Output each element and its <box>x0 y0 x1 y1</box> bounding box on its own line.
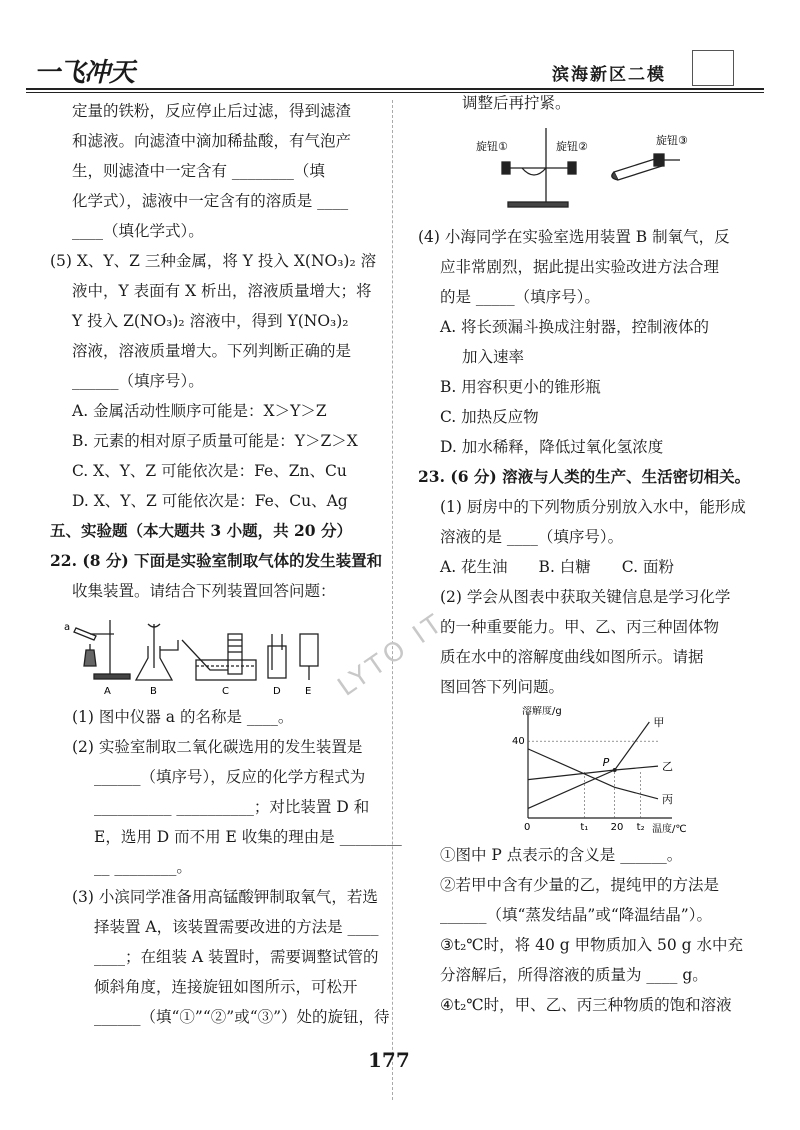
q22-part4: (4) 小海同学在实验室选用装置 B 制氧气，反 <box>418 228 730 246</box>
text-line: (1) 厨房中的下列物质分别放入水中，能形成 <box>440 498 746 516</box>
option-b: B. 元素的相对原子质量可能是：Y＞Z＞X <box>72 432 358 450</box>
watermark: LYTO IT <box>332 607 451 703</box>
text-line: 应非常剧烈，据此提出实验改进方法合理 <box>440 258 720 276</box>
text-line: 液中，Y 表面有 X 析出，溶液质量增大；将 <box>72 282 372 300</box>
text-line: 的是 _____（填序号）。 <box>440 288 600 306</box>
text-line: 和滤液。向滤渣中滴加稀盐酸，有气泡产 <box>72 132 352 150</box>
section-heading: 五、实验题（本大题共 3 小题，共 20 分） <box>50 521 352 540</box>
q23-part3: ③t₂℃时，将 40 g 甲物质加入 50 g 水中充 <box>440 936 744 954</box>
x-tick-label: t₁ <box>580 822 589 833</box>
knob-diagram <box>418 122 758 218</box>
option-b: B. 用容积更小的锥形瓶 <box>440 378 601 396</box>
label-a: A <box>104 686 111 697</box>
column-divider <box>392 100 393 1100</box>
text-line: 调整后再拧紧。 <box>462 94 571 112</box>
q22-line: 22. (8 分) 下面是实验室制取气体的发生装置和 <box>50 551 383 570</box>
solubility-chart-svg <box>418 706 758 836</box>
q23-part4: ④t₂℃时，甲、乙、丙三种物质的饱和溶液 <box>440 996 732 1014</box>
label-e: E <box>305 686 312 697</box>
text-line: ______（填“蒸发结晶”或“降温结晶”）。 <box>440 906 712 924</box>
point-p <box>613 768 617 772</box>
x-tick-label: t₂ <box>636 822 645 833</box>
option-c: C. X、Y、Z 可能依次是：Fe、Zn、Cu <box>72 462 347 480</box>
solubility-chart <box>418 706 763 836</box>
y-tick-label: 40 <box>512 736 525 748</box>
right-column <box>418 88 763 1020</box>
label-c: C <box>222 686 229 697</box>
option-d: D. X、Y、Z 可能依次是：Fe、Cu、Ag <box>72 492 348 510</box>
label-b: B <box>150 686 157 697</box>
x-tick-label: 20 <box>610 822 624 833</box>
x-tick-label: 0 <box>524 822 531 833</box>
text-line: ______（填序号），反应的化学方程式为 <box>94 768 366 786</box>
exam-title: 滨海新区二模 <box>552 65 666 85</box>
text-line: (2) 学会从图表中获取关键信息是学习化学 <box>440 588 731 606</box>
text-line: ______（填“①”“②”或“③”）处的旋钮，待 <box>94 1008 390 1026</box>
knob-2-label: 旋钮② <box>556 140 588 153</box>
text-line: 的一种重要能力。甲、乙、丙三种固体物 <box>440 618 720 636</box>
apparatus-c <box>182 634 256 680</box>
text-line: ____（填化学式）。 <box>72 222 204 240</box>
page-number: 177 <box>368 1048 410 1072</box>
label-d: D <box>273 686 281 697</box>
text-line: __ ________。 <box>94 858 192 876</box>
text-line: 分溶解后，所得溶液的质量为 ____ g。 <box>440 966 708 984</box>
text-line: 倾斜角度，连接旋钮如图所示，可松开 <box>94 978 358 996</box>
text-line: 溶液，溶液质量增大。下列判断正确的是 <box>72 342 352 360</box>
text-line: 加入速率 <box>462 348 525 366</box>
series-line-0 <box>528 722 649 808</box>
q22-part1: (1) 图中仪器 a 的名称是 ____。 <box>72 708 294 726</box>
x-axis-label: 温度/℃ <box>652 824 687 835</box>
point-p-label: P <box>602 756 610 769</box>
apparatus-diagram <box>50 610 350 698</box>
iron-stand <box>502 128 680 207</box>
series-label-0: 甲 <box>653 716 665 729</box>
q22-part3: (3) 小滨同学准备用高锰酸钾制取氧气，若选 <box>72 888 378 906</box>
q23-line: 23. (6 分) 溶液与人类的生产、生活密切相关。 <box>418 467 751 486</box>
text-line: A. 花生油 B. 白糖 C. 面粉 <box>440 558 674 576</box>
stamp-icon <box>692 50 734 86</box>
apparatus-b <box>136 624 178 680</box>
text-line: Y 投入 Z(NO₃)₂ 溶液中，得到 Y(NO₃)₂ <box>72 312 349 330</box>
option-d: D. 加水稀释，降低过氧化氢浓度 <box>440 438 664 456</box>
brand-logo: 一飞冲天 <box>34 58 135 88</box>
question-23 <box>418 462 763 492</box>
knob-3-label: 旋钮③ <box>656 134 688 147</box>
text-line: 择装置 A，该装置需要改进的方法是 ____ <box>94 918 379 936</box>
knob-figure <box>418 122 763 218</box>
question-5: (5) X、Y、Z 三种金属，将 Y 投入 X(NO₃)₂ 溶 <box>50 252 377 270</box>
option-c: C. 加热反应物 <box>440 408 539 426</box>
text-line: 图回答下列问题。 <box>440 678 565 696</box>
text-line: ____；在组装 A 装置时，需要调整试管的 <box>94 948 379 966</box>
text-line: 收集装置。请结合下列装置回答问题： <box>72 582 336 600</box>
question-22 <box>50 546 386 576</box>
option-a: A. 将长颈漏斗换成注射器，控制液体的 <box>440 318 710 336</box>
text-line: ______（填序号）。 <box>72 372 204 390</box>
text-line: __________ __________；对比装置 D 和 <box>94 798 370 816</box>
series-label-1: 乙 <box>662 760 673 774</box>
text-line: 定量的铁粉，反应停止后过滤，得到滤渣 <box>72 102 352 120</box>
text-line: E，选用 D 而不用 E 收集的理由是 ________ <box>94 828 402 846</box>
text-line: 化学式），滤液中一定含有的溶质是 ____ <box>72 192 349 210</box>
series-label-2: 丙 <box>662 792 673 806</box>
q22-part2: (2) 实验室制取二氧化碳选用的发生装置是 <box>72 738 363 756</box>
apparatus-d <box>268 634 286 678</box>
q23-part1: ①图中 P 点表示的含义是 ______。 <box>440 846 683 864</box>
knob-1-label: 旋钮① <box>476 140 508 153</box>
y-axis-label: 溶解度/g <box>522 706 562 717</box>
apparatus-a <box>74 620 130 679</box>
series-line-2 <box>528 749 658 799</box>
apparatus-e <box>300 634 318 680</box>
option-a: A. 金属活动性顺序可能是：X＞Y＞Z <box>72 402 327 420</box>
text-line: 溶液的是 ____（填序号）。 <box>440 528 624 546</box>
text-line: 生，则滤渣中一定含有 ________（填 <box>72 162 325 180</box>
text-line: 质在水中的溶解度曲线如图所示。请据 <box>440 648 704 666</box>
q23-part2: ②若甲中含有少量的乙，提纯甲的方法是 <box>440 876 720 894</box>
apparatus-figure <box>50 610 386 698</box>
label-instrument-a: a <box>64 622 71 633</box>
